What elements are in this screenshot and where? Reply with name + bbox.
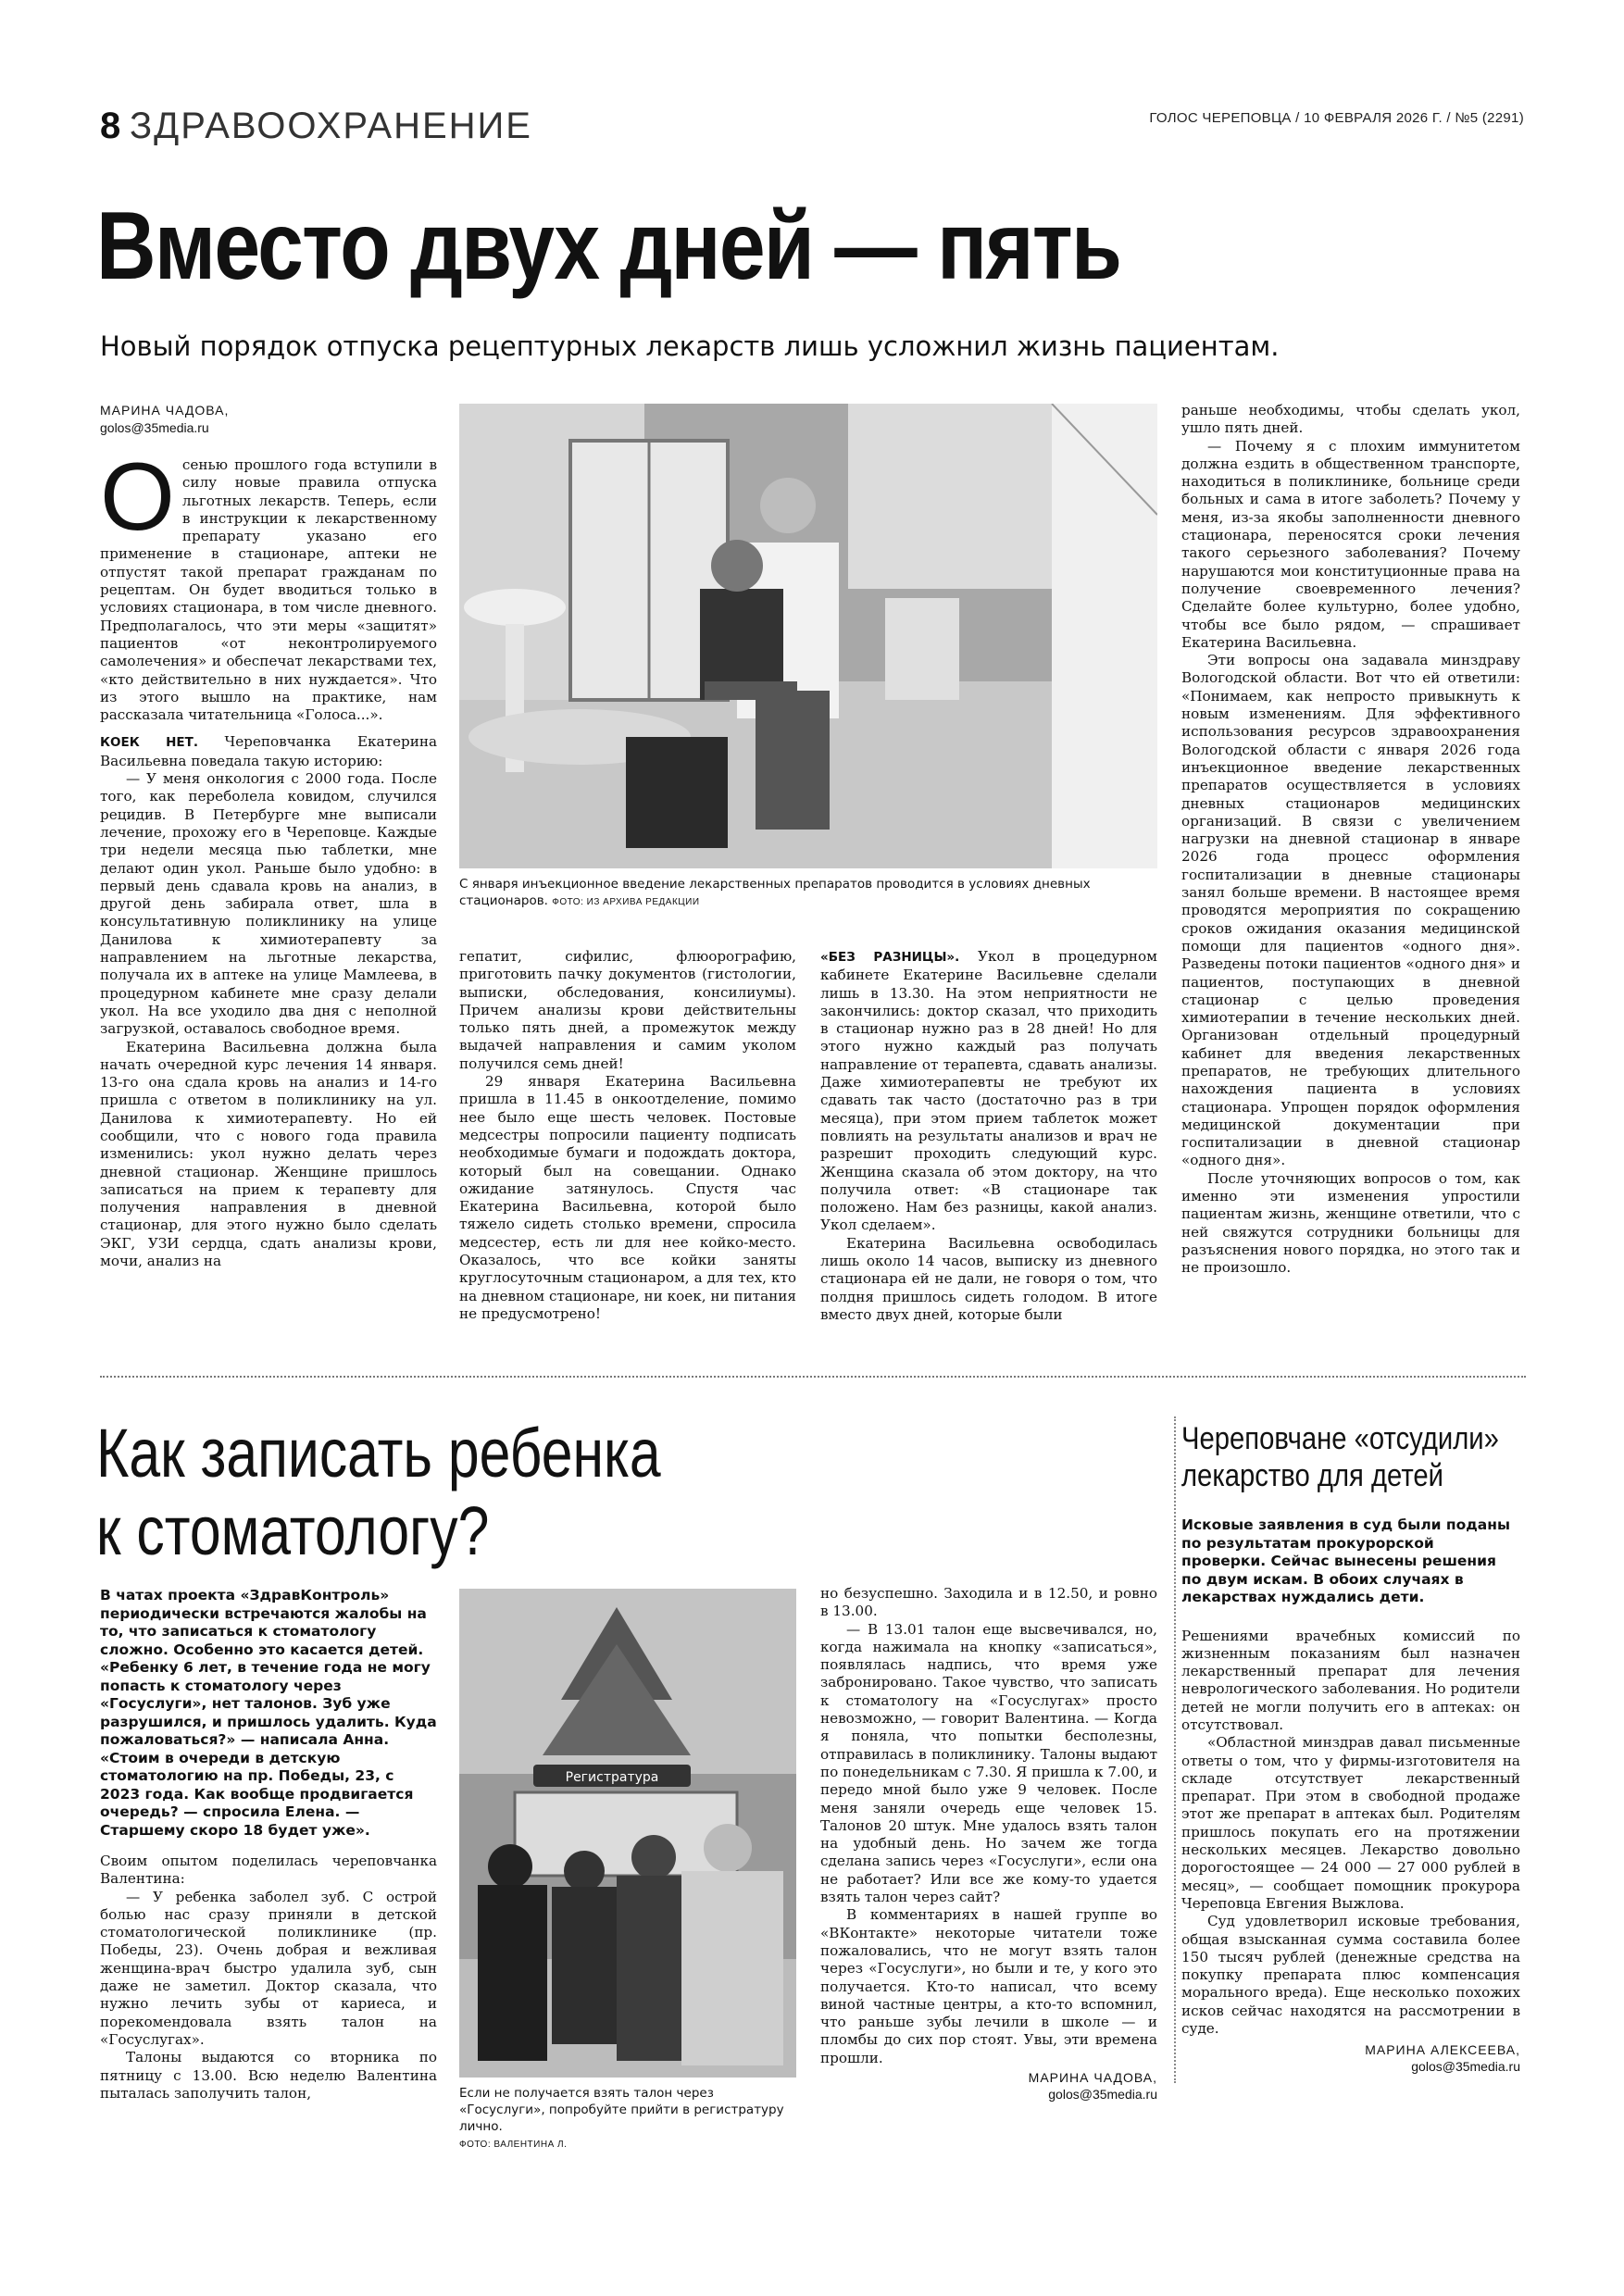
article1-photo-caption: С января инъекционное введение лекарственных препаратов проводится в условиях дневных стационаров. — [459, 877, 1091, 908]
article1-photo-credit: ФОТО: ИЗ АРХИВА РЕДАКЦИИ — [552, 897, 700, 907]
sidebar — [1181, 1420, 1520, 2075]
article1-column-2 — [459, 948, 796, 1323]
article2-paragraph: Талоны выдаются со вторника по пятницу с 13.00. Всю неделю Валентина пыталась заполучить талон, — [100, 2049, 437, 2102]
sidebar-email: golos@35media.ru — [1411, 2059, 1520, 2075]
article1-subhead-2-text: Укол в процедурном кабинете Екатерине Васильевне сделали лишь в 13.30. На этом неприятности не закончились: доктор сказал, что приходить в стационар нужно раз в 28 дней! Но для этого нужно каждый раз получать направление от терапевта, сдавать анализы. Даже химиотерапевты не требуют их сдавать так часто (достаточно раз в три месяца), при этом прием таблеток может повлиять на результаты анализов и врач не разрешит проходить следующий курс. Женщина сказала об этом доктору, на что получила ответ: «В стационаре так положено. Нам без разницы, какой анализ. Укол сделаем». — [820, 948, 1157, 1234]
article1-headline: Вместо двух дней — пять — [96, 193, 1121, 300]
article2-headline-line2: к стоматологу? — [96, 1492, 490, 1569]
medical-room-photo — [459, 404, 1157, 868]
article1-paragraph: Екатерина Васильевна должна была начать очередной курс лечения 14 января. 13-го она сдала кровь на анализ и 14-го пришла с ответом в поликлинику на ул. Данилова к химиотерапевту. Но ей сообщили, что с нового года правила изменились: укол нужно делать через дневной стационар. Женщине пришлось записаться на прием к терапевту для получения направления в дневной стационар, для этого нужно было сделать ЭКГ, УЗИ сердца, сдать анализы крови, мочи, анализ на — [100, 1038, 437, 1270]
article2-author: МАРИНА ЧАДОВА, — [1028, 2070, 1157, 2086]
article2-column-2 — [820, 1585, 1157, 2103]
article2-paragraph: — В 13.01 талон еще высвечивался, но, когда нажимала на кнопку «записаться», появлялась надпись, что время уже забронировано. Такое чувство, что записать к стоматологу на «Госуслугах» просто невозможно, — говорит Валентина. — Когда я поняла, что попытки бесполезны, отправилась в поликлинику. Талоны выдают по понедельникам с 7.30. Я пришла к 7.00, и передо мной было уже 9 человек. После меня заняли очередь еще человек 15. Талонов 20 штук. Мне удалось взять талон на удобный день. Но зачем же тогда сделана запись через «Госуслуги», если она не работает? Или все же кому-то удается взять талон через сайт? — [820, 1620, 1157, 1906]
section-title: ЗДРАВООХРАНЕНИЕ — [130, 106, 532, 146]
article2-photo-caption: Если не получается взять талон через «Госуслуги», попробуйте прийти в регистратуру лично. — [459, 2086, 784, 2134]
article1-paragraph: — У меня онкология с 2000 года. После того, как переболела ковидом, случился рецидив. В Петербурге мне выписали лечение, прохожу его в Череповце. Каждые три недели месяца пью таблетки, мне делают один укол. Раньше было удобно: в первый день сдавала кровь на анализ, в другой день забирала ответ, шла в консультативную поликлинику на улице Данилова к химиотерапевту за направлением на льготные лекарства, получала их в аптеке на улице Мамлеева, в процедурном кабинете мне сразу делали укол. На все уходило два дня с неполной загрузкой, оставалось свободное время. — [100, 770, 437, 1038]
sidebar-paragraph: «Областной минздрав давал письменные ответы о том, что у фирмы-изготовителя на складе отсутствует лекарственный препарат. При этом в свободной продаже этот же препарат в аптеках был. Родителям пришлось покупать его на протяжении нескольких месяцев. Лекарство довольно дорогостоящее — 24 000 — 27 000 рублей в месяц», — сообщает помощник прокурора Череповца Евгения Выжлова. — [1181, 1734, 1520, 1912]
sidebar-intro: Исковые заявления в суд были поданы по результатам прокурорской проверки. Сейчас вынесены решения по двум искам. В обоих случаях в лекарствах нуждались дети. — [1181, 1516, 1510, 1605]
article1-paragraph: 29 января Екатерина Васильевна пришла в 11.45 в онкоотделение, помимо нее было еще шесть человек. Постовые медсестры попросили пациенту подписать необходимые бумаги и подождать доктора, который был на совещании. Однако ожидание затянулось. Спустя час Екатерина Васильевна, которой было тяжело сидеть столько времени, спросила медсестер, есть ли для нее койко-место. Оказалось, что все койки заняты круглосуточным стационаром, а для тех, кто на дневном стационаре, ни коек, ни питания не предусмотрено! — [459, 1073, 796, 1322]
article2-photo — [459, 1589, 796, 2078]
sidebar-title-line1: Череповчане «отсудили» — [1181, 1421, 1499, 1456]
article2-email: golos@35media.ru — [1048, 2087, 1157, 2103]
article1-subhead-1: КОЕК НЕТ. — [100, 735, 198, 751]
sidebar-paragraph: Суд удовлетворил исковые требования, общая взысканная сумма составила более 150 тысяч рублей (денежные средства на покупку препарата плюс компенсация морального вреда). Еще несколько похожих исков сейчас находятся на рассмотрении в суде. — [1181, 1913, 1520, 2038]
article2-column-1 — [100, 1587, 437, 2103]
article1-subhead-2: «БЕЗ РАЗНИЦЫ». — [820, 950, 960, 965]
article1-column-1 — [100, 402, 437, 1270]
article1-email: golos@35media.ru — [100, 420, 209, 435]
article2-paragraph: В комментариях в нашей группе во «ВКонтакте» некоторые читатели тоже пожаловались, что не могут взять талон через «Госуслуги», но были и те, у кого это получается. Кто-то написал, что всему виной частные центры, а кто-то вспомнил, что раньше зубы лечили в школе — и пломбы до сих пор стоят. Увы, эти времена прошли. — [820, 1906, 1157, 2066]
page-number: 8 — [100, 106, 121, 146]
section-divider — [100, 1376, 1526, 1378]
article2-photo-credit: ФОТО: ВАЛЕНТИНА Л. — [459, 2140, 568, 2150]
article1-paragraph: После уточняющих вопросов о том, как именно эти изменения упростили пациентам жизнь, женщине ответили, что с ней свяжутся сотрудники больницы для разъяснения нового порядка, но этого так и не произошло. — [1181, 1169, 1520, 1277]
article2-headline-line1: Как записать ребенка — [96, 1415, 661, 1491]
article1-author: МАРИНА ЧАДОВА, — [100, 403, 230, 418]
dropcap: О — [100, 443, 175, 551]
article1-photo — [459, 404, 1157, 868]
article1-deck: Новый порядок отпуска рецептурных лекарств лишь усложнил жизнь пациентам. — [100, 331, 1280, 362]
article1-column-3 — [820, 948, 1157, 1324]
registry-sign: Регистратура — [565, 1770, 659, 1785]
article1-paragraph: — Почему я с плохим иммунитетом должна ездить в общественном транспорте, находиться в поликлинике, больнице среди больных и сама в итоге заболеть? Почему у меня, из-за якобы заполненности дневного стационара, переносятся сроки лечения такого серьезного заболевания? Почему нарушаются мои конституционные права на получение своевременного лечения? Сделайте более культурно, более удобно, чтобы все было рядом, — спрашивает Екатерина Васильевна. — [1181, 437, 1520, 651]
article1-subhead-1-text: Череповчанка Екатерина Васильевна поведала такую историю: — [100, 733, 437, 769]
article1-column-4 — [1181, 402, 1520, 1278]
article1-paragraph: гепатит, сифилис, флюорографию, приготовить пачку документов (гистологии, выписки, обследования, консилиумы). Причем анализы крови действительны только пять дней, а промежуток между выдачей направления и самим уколом получился семь дней! — [459, 948, 796, 1072]
article1-paragraph: Эти вопросы она задавала минздраву Вологодской области. Вот что ей ответили: «Понимаем, как непросто привыкнуть к новым изменениям. Для эффективного использования ресурсов здравоохранения Вологодской области с января 2026 года инъекционное введение лекарственных препаратов осуществляется в условиях дневных стационаров медицинских организаций. В связи с увеличением нагрузки на дневной стационар в январе 2026 года процесс оформления госпитализации в дневные стационары занял больше времени. В настоящее время проводятся мероприятия по сокращению сроков ожидания оказания медицинской помощи для пациентов «одного дня». Разведены потоки пациентов «одного дня» и пациентов, поступающих в дневной стационар с целью проведения химиотерапии в течение нескольких дней. Организован отдельный процедурный кабинет для введения лекарственных препаратов, не требующих длительного нахождения пациента в условиях стационара. Упрощен порядок оформления медицинской документации при госпитализации в дневной стационар «одного дня». — [1181, 652, 1520, 1169]
publication-info: ГОЛОС ЧЕРЕПОВЦА / 10 ФЕВРАЛЯ 2026 Г. / №5 (2291) — [1149, 110, 1524, 126]
sidebar-author: МАРИНА АЛЕКСЕЕВА, — [1365, 2042, 1520, 2058]
article2-headline — [96, 1415, 661, 1570]
article2-paragraph: но безуспешно. Заходила и в 12.50, и ровно в 13.00. — [820, 1585, 1157, 1620]
article1-paragraph: раньше необходимы, чтобы сделать укол, ушло пять дней. — [1181, 402, 1520, 437]
sidebar-title-line2: лекарство для детей — [1181, 1458, 1443, 1493]
article2-paragraph: — У ребенка заболел зуб. С острой болью нас сразу приняли в детской стоматологической поликлинике (пр. Победы, 23). Очень добрая и вежливая женщина-врач быстро удалила зуб, сын даже не заметил. Доктор сказала, что нужно лечить зубы от кариеса, и порекомендовала взять талон на «Госуслугах». — [100, 1888, 437, 2048]
sidebar-divider — [1174, 1416, 1178, 2083]
sidebar-paragraph: Решениями врачебных комиссий по жизненным показаниям был назначен лекарственный препарат для лечения неврологического заболевания. Но родители детей не могли получить его в аптеках: он отсутствовал. — [1181, 1627, 1520, 1733]
article1-lead-paragraph: сенью прошлого года вступили в силу новые правила отпуска льготных лекарств. Теперь, если в инструкции к лекарственному препарату указано его применение в стационаре, аптеки не отпустят такой препарат гражданам по рецептам. Он будет вводиться только в условиях стационара, в том числе дневного. Предполагалось, что эти меры «защитят» пациентов «от неконтролируемого самолечения» и обеспечат лекарствами тех, «кто действительно в них нуждается». Что из этого вышло на практике, нам рассказала читательница «Голоса...». — [100, 456, 437, 724]
registry-queue-photo — [459, 1589, 796, 2078]
article2-paragraph: Своим опытом поделилась череповчанка Валентина: — [100, 1853, 437, 1888]
article1-paragraph: Екатерина Васильевна освободилась лишь около 14 часов, выписку из дневного стационара ей не дали, не говоря о том, что полдня пришлось сидеть голодом. В итоге вместо двух дней, которые были — [820, 1234, 1157, 1323]
article2-intro: В чатах проекта «ЗдравКонтроль» периодически встречаются жалобы на то, что записаться к стоматологу сложно. Особенно это касается детей. «Ребенку 6 лет, в течение года не могу попасть к стоматологу через «Госуслуги», нет талонов. Зуб уже разрушился, и пришлось удалить. Куда пожаловаться?» — написала Анна. «Стоим в очереди в детскую стоматологию на пр. Победы, 23, с 2023 года. Как вообще продвигается очередь? — спросила Елена. — Старшему скоро 18 будет уже». — [100, 1587, 437, 1839]
